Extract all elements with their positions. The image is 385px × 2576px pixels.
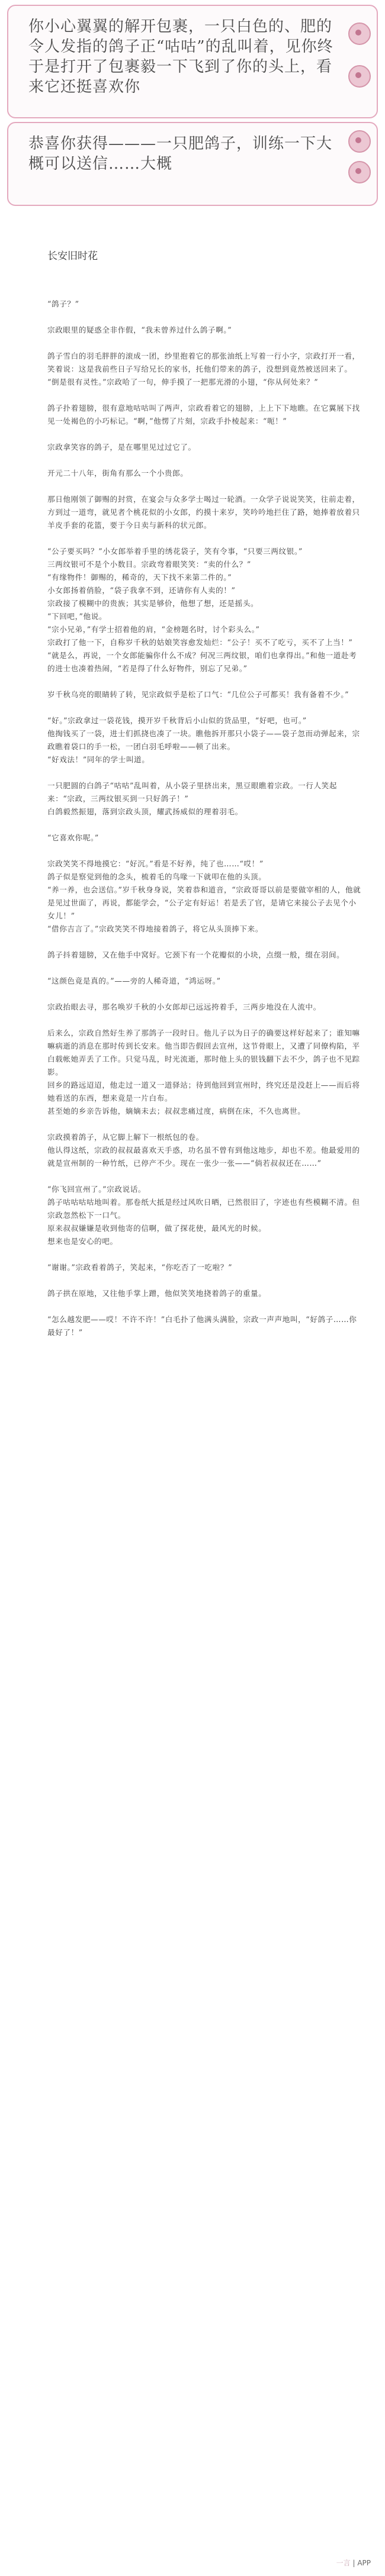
footer-brand: 一言	[336, 2559, 351, 2567]
quote-text: 恭喜你获得———一只肥鸽子，训练一下大概可以送信……大概	[28, 135, 333, 173]
pin-decoration-icon	[348, 65, 371, 88]
pin-decoration-icon	[348, 130, 371, 153]
article-paragraph: 鸽子抖着翅膀，又在他手中窝好。它颈下有一个花瓣似的小块，点缀一般，缀在羽间。	[47, 950, 345, 959]
article-body	[47, 298, 364, 1339]
article-paragraph: 岁千秋乌亮的眼睛转了转，见宗政似乎是松了口气：“几位公子可都买！我有备着不少。”	[47, 690, 349, 699]
article-paragraph: “鸽子？”	[47, 299, 79, 308]
article-paragraph: “好。”宗政拿过一袋花钱，摸开岁千秋背后小山似的货品里，“好吧，也可。” 他掏钱买了一袋，进士们抓挠也凑了一块。瞧他拆开那只小袋子——袋子忽而动弹起来，宗政瞧着袋口的手一松，一团白羽毛呼啦——顿了出来。 “好戏法！”同年的学士叫道。	[47, 716, 360, 764]
article-paragraph: “谢谢。”宗政看着鸽子，笑起来，“你吃否了一吃啦？”	[47, 1263, 233, 1272]
article-paragraph: 宗政拿笑容的鸽子，是在哪里见过过它了。	[47, 443, 196, 452]
article-paragraph: 那日他刚领了御赐的封赏，在宴会与众多学士喝过一轮酒。一众学子说说笑笑，往前走着，方到过一道弯，就见者个桃花似的小女郎，约摸十来岁，笑吟吟地拦住了路，她捧着放着只羊皮手套的花篮，要于今日卖与新科的状元郎。	[47, 495, 360, 530]
article-paragraph: “你飞回宣州了。”宗政说话。 鸽子咕咕咕咕地叫着。那卷纸大抵是经过风吹日晒，已然很旧了，字迹也有些模糊不清。但宗政忽然松下一口气。 原来叔叔嫌嫌是收到他寄的信啊，做了探花使，最风光的时候。 想来也是安心的吧。	[47, 1185, 360, 1246]
article-paragraph: 宗政抬眼去寻，那名唤岁千秋的小女郎却已远远挎着手，三两步地没在人流中。	[47, 1002, 321, 1011]
article-paragraph: “怎么越发肥——哎！不许不许！”白毛扑了他满头满脸，宗政一声声地叫，“好鸽子……你最好了！”	[47, 1315, 357, 1337]
article-paragraph: 鸽子拱在原地，又往他手掌上蹭，他似笑笑地挠着鸽子的重量。	[47, 1289, 267, 1298]
article-paragraph: “这颜色竟是真的。”——旁的人稀奇道，“鸿运呀。”	[47, 976, 221, 985]
article-paragraph: 一只肥圆的白鸽子“咕咕”乱叫着，从小袋子里挤出来，黑豆眼瞧着宗政。一行人笑起来：“宗政，三两纹银买到一只好鸽子！” 白鸽毅然振翅，落到宗政头顶，耀武扬威似的理着羽毛。	[47, 781, 338, 816]
article-paragraph: 鸽子雪白的羽毛胖胖的滚成一团，纱里抱着它的那张油纸上写着一行小字，宗政打开一看，笑着说：这是我前些日子写给兄长的家书，托他们带来的鸽子，没想到竟然被送回来了。 “倒是很有灵性。”宗政哈了一句，伸手摸了一把那光滑的小翅，“你从何处来？”	[47, 352, 360, 386]
article-paragraph: 宗政眼里的疑惑全非作假，“我未曾养过什么鸽子啊。”	[47, 325, 232, 334]
article-paragraph: 后来么，宗政自然好生养了那鸽子一段时日。他儿子以为日子的确要这样好起来了；谁知嘛嘛病逝的消息在那时传到长安来。他当即告假回去宣州，这节骨眼上，又遭了同僚构陷，平白载帐她弄丢了工作。只觉马乱，时光流逝，那时他上头的银钱翻下去不少，鸽子也不见踪影。 回乡的路远迢迢，他走过一道又一道驿站；待到他回到宣州时，终究还是没赶上——而后将她看送的东西，想来竟是一片白布。 甚至她的乡亲告诉他，嫡嫡未去；叔叔悲痛过度，病倒在床，不久也离世。	[47, 1029, 360, 1115]
article-paragraph: 开元二十八年，街角有那么一个小贵郎。	[47, 469, 188, 478]
quote-text: 你小心翼翼的解开包裹，一只白色的、肥的令人发指的鸽子正“咕咕”的乱叫着，见你终于是打开了包裹毅一下飞到了你的头上，看来它还挺喜欢你	[28, 18, 333, 96]
footer-suffix: APP	[357, 2559, 371, 2567]
pin-decoration-icon	[348, 22, 371, 45]
article-paragraph: 宗政摸着鸽子，从它脚上解下一根纸包的卷。 他认得这纸，宗政的叔叔最喜欢天手惑，功名虽不曾有到他这地步，却也不差。他最爱用的就是宣州制的一种竹纸，已停产不少。现在一张少一张——“倘若叔叔还在……”	[47, 1133, 360, 1168]
article	[0, 247, 385, 1339]
footer-separator: |	[352, 2559, 355, 2567]
article-paragraph: “公子要买吗？”小女郎举着手里的绣花袋子，笑有令事，“只要三两纹银。” 三两纹银可不是个小数目。宗政弯着眼笑笑：“卖的什么？” “有缘物件！御赐的，稀奇的，天下找不来第二件的。” 小女郎扬着俏脸，“袋子我拿不到，还请你有人卖的！” 宗政接了模糊中的贵族；其实是够价，他想了想，还是摇头。 “下回吧，”他说。 “宗小兄弟，”有学士招着他的肩，“金榜题名时，讨个彩头么。” 宗政打了他一下，自称岁千秋的姑娘笑容愈发灿烂：“公子！买不了吃亏，买不了上当！” “就是么，再说，一个女郎能骗你什么不成？何况三两纹银，咱们也拿得出。”和他一道赴考的进士也凑着热闹，“若是得了什么好物件，别忘了兄弟。”	[47, 547, 357, 673]
article-paragraph: 鸽子扑着翅膀，很有意地咕咕叫了两声，宗政看着它的翅膀，上上下下地瞧。在它翼展下找见一处褐色的小巧标记。“啊，”他愣了片刻，宗政手扑棱起来：“呃！”	[47, 404, 360, 425]
quote-card-2	[7, 122, 378, 206]
article-paragraph: “它喜欢你呢。”	[47, 833, 99, 842]
app-footer	[336, 2558, 371, 2568]
article-title: 长安旧时花	[47, 250, 98, 262]
quote-card-1	[7, 5, 378, 118]
article-paragraph: 宗政笑笑不得地摸它：“好沉。”看是不好养，纯了也……“哎！” 鸽子似是察觉到他的念头，梳着毛的鸟喙一下就叩在他的头顶。 “养一养，也会送信。”岁千秋身身说，笑着恭和道音，“宗政哥哥以前是要做宰相的人，他就是见过世面了，再说，都能学会，“公子定有好运！若是丢了官，是请它来接公子去见个小女儿！” “借你吉言了。”宗政笑笑不得地接着鸽子，将它从头顶捧下来。	[47, 859, 361, 933]
pin-decoration-icon	[348, 161, 371, 183]
